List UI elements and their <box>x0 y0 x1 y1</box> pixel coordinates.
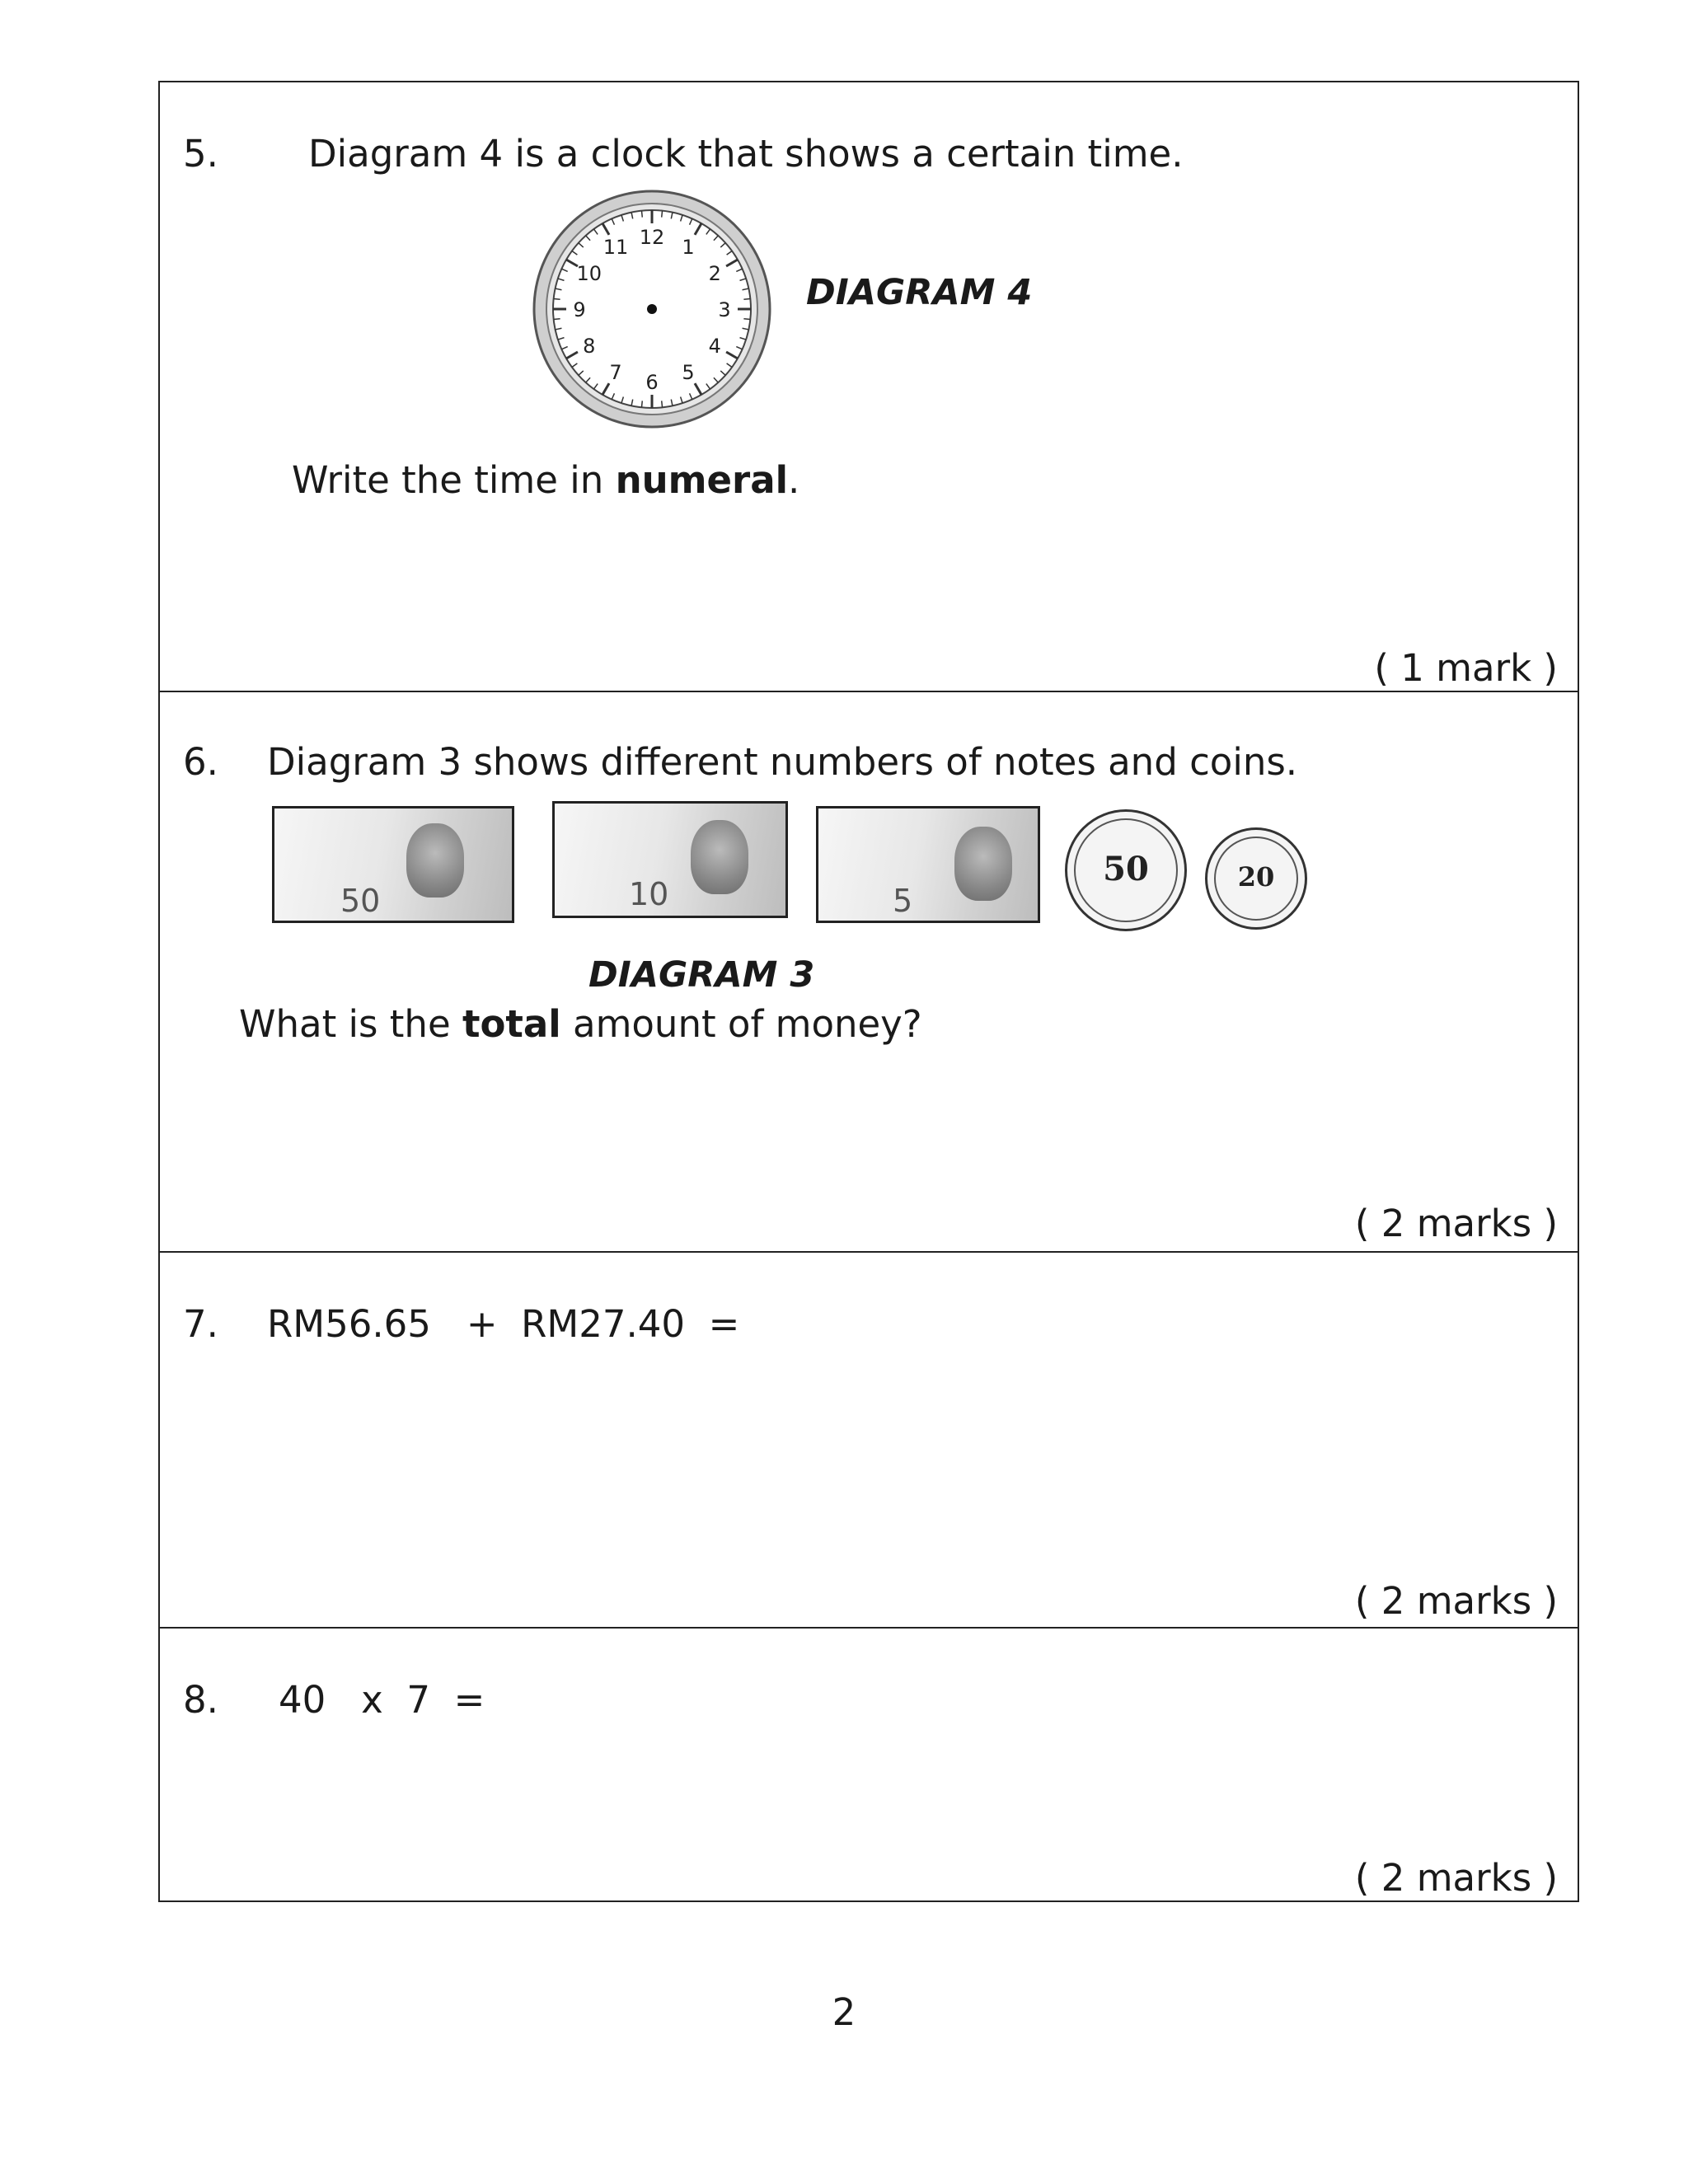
banknote-rm10 <box>552 801 788 918</box>
marks-label: ( 2 marks ) <box>1354 1856 1558 1900</box>
question-text-end: amount of money? <box>560 1002 922 1046</box>
banknote-value: 10 <box>629 876 669 912</box>
coin-50-sen <box>1065 809 1187 931</box>
clock-tick <box>641 401 642 407</box>
banknote-rm5 <box>816 806 1040 923</box>
question-5 <box>160 82 1578 691</box>
question-number: 6. <box>183 740 218 784</box>
clock-tick <box>743 319 750 320</box>
banknote-value: 5 <box>893 883 913 919</box>
instruction <box>292 460 799 501</box>
clock-number: 3 <box>718 298 731 321</box>
banknote-value: 50 <box>340 883 381 919</box>
clock-center-dot <box>647 304 657 314</box>
question-expression: 40 x 7 = <box>279 1678 485 1722</box>
coin-20-sen <box>1205 827 1307 930</box>
instruction-end: . <box>788 458 800 502</box>
clock-number: 5 <box>682 361 695 385</box>
question-8 <box>160 1627 1578 1904</box>
clock-number: 7 <box>609 361 622 385</box>
clock-number: 9 <box>573 298 586 321</box>
marks-label: ( 2 marks ) <box>1354 1202 1558 1245</box>
clock-tick <box>641 211 642 218</box>
clock-tick <box>554 319 560 320</box>
marks-label: ( 2 marks ) <box>1354 1579 1558 1623</box>
instruction-emphasis: numeral <box>615 458 789 502</box>
question-text <box>239 1004 922 1045</box>
clock-number: 12 <box>639 226 665 249</box>
question-number: 5. <box>183 132 218 176</box>
banknote-rm50 <box>272 806 514 923</box>
question-7 <box>160 1251 1578 1627</box>
question-number: 7. <box>183 1302 218 1346</box>
question-expression: RM56.65 + RM27.40 = <box>267 1302 740 1346</box>
clock-tick <box>662 211 663 218</box>
instruction-text: Write the time in <box>292 458 616 502</box>
marks-label: ( 1 mark ) <box>1374 646 1558 690</box>
question-6 <box>160 691 1578 1251</box>
coin-value: 50 <box>1103 850 1149 888</box>
clock-number: 2 <box>708 262 721 285</box>
diagram-4-label: DIAGRAM 4 <box>806 272 1033 313</box>
clock-number: 10 <box>576 262 603 285</box>
clock-number: 11 <box>603 235 629 259</box>
clock-tick <box>743 298 750 299</box>
clock-number: 6 <box>645 371 659 394</box>
clock-number: 1 <box>682 235 695 259</box>
clock-diagram <box>531 188 773 430</box>
question-number: 8. <box>183 1678 218 1722</box>
question-prompt: Diagram 4 is a clock that shows a certain time. <box>308 132 1184 176</box>
question-text-start: What is the <box>239 1002 462 1046</box>
coin-value: 20 <box>1237 861 1275 893</box>
question-emphasis: total <box>462 1002 561 1046</box>
clock-number: 8 <box>583 335 596 358</box>
clock-tick <box>662 401 663 407</box>
page-number: 2 <box>832 1990 856 2034</box>
clock-number: 4 <box>708 335 721 358</box>
question-prompt: Diagram 3 shows different numbers of notes and coins. <box>267 740 1298 784</box>
clock-tick <box>554 298 560 299</box>
diagram-3-label: DIAGRAM 3 <box>588 954 815 996</box>
question-table <box>158 81 1579 1902</box>
